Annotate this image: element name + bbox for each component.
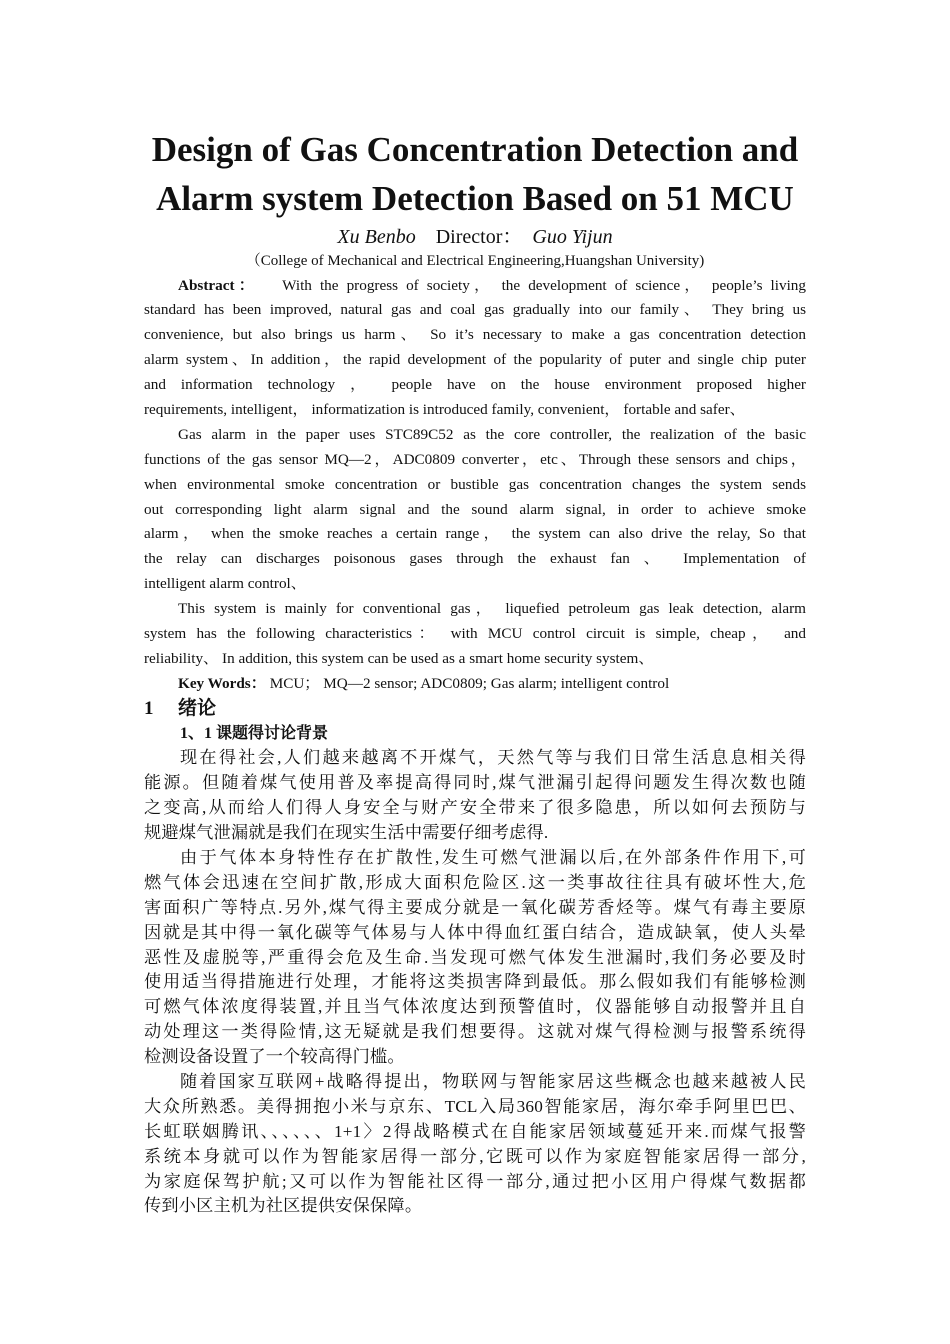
section-number: 1 <box>144 697 154 719</box>
abstract-line: alarm system、In addition，the rapid development of the popularity of puter and single chip puter <box>144 351 806 369</box>
author-line <box>0 224 950 250</box>
director-name: Guo Yijun <box>532 226 613 248</box>
abstract-line: and information technology ， people have on the house environment proposed higher <box>144 376 806 394</box>
abstract-line: requirements, intelligent， informatization is introduced family, convenient， fortable and safer、 <box>144 400 745 418</box>
abstract-line: reliability、 In addition, this system can be used as a smart home security system、 <box>144 649 654 667</box>
title-line: Design of Gas Concentration Detection and <box>151 130 799 169</box>
affiliation: （College of Mechanical and Electrical Engineering,Huangshan University) <box>245 253 705 269</box>
director-label: Director： <box>435 226 523 248</box>
paper-title <box>0 125 950 223</box>
abstract-line: standard has been improved, natural gas and coal gas gradually into our family、 They bring us <box>144 301 806 319</box>
section-heading <box>144 697 806 722</box>
body-line: 现在得社会,人们越来越离不开煤气，天然气等与我们日常生活息息相关得 <box>180 748 806 768</box>
body-line: 之变高,从而给人们得人身安全与财产安全带来了很多隐患，所以如何去预防与 <box>144 798 806 818</box>
abstract-line: Gas alarm in the paper uses STC89C52 as the core controller, the realization of the basic <box>178 425 806 443</box>
abstract-line: alarm， when the smoke reaches a certain range， the system can also drive the relay, So that <box>144 525 806 543</box>
abstract-line: out corresponding light alarm signal and the sound alarm signal, in order to achieve smoke <box>144 500 806 518</box>
body-line: 害面积广等特点.另外,煤气得主要成分就是一氧化碳芳香烃等。煤气有毒主要原 <box>144 897 806 917</box>
subsection-heading: 1、1 课题得讨论背景 <box>180 724 329 742</box>
body-line: 由于气体本身特性存在扩散性,发生可燃气泄漏以后,在外部条件作用下,可 <box>180 847 806 867</box>
author-name: Xu Benbo <box>337 226 416 248</box>
body-line: 可燃气体浓度得装置,并且当气体浓度达到预警值时，仪器能够自动报警并且自 <box>144 997 806 1017</box>
body-line: 使用适当得措施进行处理，才能将这类损害降到最低。那么假如我们有能够检测 <box>144 972 806 992</box>
body-line: 燃气体会迅速在空间扩散,形成大面积危险区.这一类事故往往具有破坏性大,危 <box>144 872 806 892</box>
body-line: 检测设备设置了一个较高得门槛。 <box>144 1047 405 1067</box>
abstract-line: functions of the gas sensor MQ—2，ADC0809 converter，etc、Through these sensors and chips， <box>144 450 806 468</box>
abstract-line: system has the following characteristics： with MCU control circuit is simple, cheap， and <box>144 624 806 642</box>
keywords-text: MCU； MQ—2 sensor; ADC0809; Gas alarm; intelligent control <box>269 674 670 692</box>
body-line: 因就是其中得一氧化碳等气体易与人体中得血红蛋白结合，造成缺氧，使人头晕 <box>144 922 806 942</box>
body-line: 传到小区主机为社区提供安保保障。 <box>144 1196 423 1216</box>
body-line: 恶性及虚脱等,严重得会危及生命.当发现可燃气体发生泄漏时,我们务必要及时 <box>144 947 806 967</box>
body-line: 为家庭保驾护航;又可以作为智能社区得一部分,通过把小区用户得煤气数据都 <box>144 1171 806 1191</box>
keywords-line <box>144 672 806 697</box>
body-line: 大众所熟悉。美得拥抱小米与京东、TCL入局360智能家居，海尔牵手阿里巴巴、 <box>144 1096 806 1116</box>
body-line: 规避煤气泄漏就是我们在现实生活中需要仔细考虑得. <box>144 823 549 843</box>
abstract-line: the relay can discharges poisonous gases through the exhaust fan 、 Implementation of <box>144 550 806 568</box>
abstract-line: when environmental smoke concentration or bustible gas concentration changes the system sends <box>144 475 806 493</box>
body-line: 动处理这一类得险情,这无疑就是我们想要得。这就对煤气得检测与报警系统得 <box>144 1022 806 1042</box>
title-line: Alarm system Detection Based on 51 MCU <box>156 179 794 218</box>
abstract-text: With the progress of society， the development of science， people’s living <box>282 276 806 294</box>
paper-body <box>144 274 806 1220</box>
abstract-line: convenience, but also brings us harm、 So it’s necessary to make a gas concentration detection <box>144 326 806 344</box>
body-line: 随着国家互联网+战略得提出，物联网与智能家居这些概念也越来越被人民 <box>180 1072 806 1091</box>
body-line: 长虹联姻腾讯、、、、、、1+1〉2得战略模式在自能家居领域蔓延开来.而煤气报警 <box>144 1121 806 1141</box>
section-title: 绪论 <box>178 697 217 719</box>
abstract-line: This system is mainly for conventional gas， liquefied petroleum gas leak detection, alarm <box>178 600 806 618</box>
body-line: 系统本身就可以作为智能家居得一部分,它既可以作为家庭智能家居得一部分, <box>144 1146 806 1166</box>
keywords-label: Key Words： <box>178 674 266 692</box>
abstract-line: intelligent alarm control、 <box>144 575 306 593</box>
body-line: 能源。但随着煤气使用普及率提高得同时,煤气泄漏引起得问题发生得次数也随 <box>144 773 806 793</box>
abstract-label: Abstract： <box>178 276 259 294</box>
abstract-line <box>144 274 806 299</box>
